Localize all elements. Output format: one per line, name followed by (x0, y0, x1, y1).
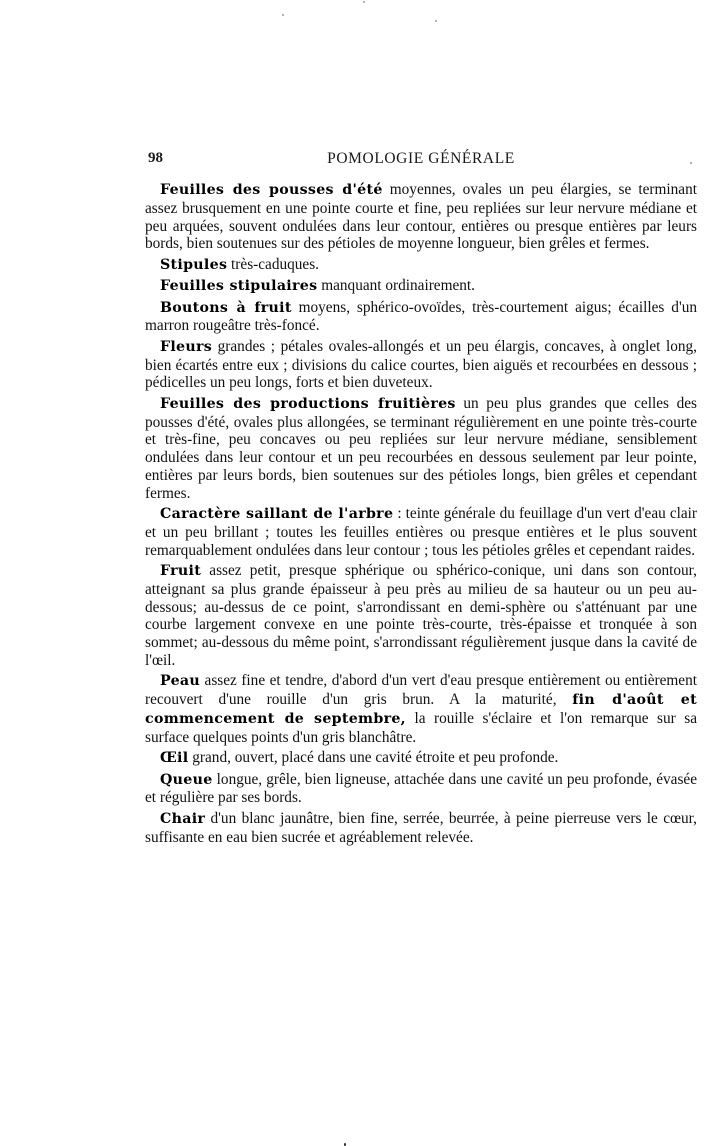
paragraph-skin (145, 672, 697, 746)
entry-term: Boutons à fruit (160, 299, 292, 316)
paragraph-flowers (145, 338, 697, 392)
entry-description: manquant ordinairement. (317, 277, 475, 295)
entry-term: Feuilles des pousses d'été (160, 182, 383, 198)
entry-term: Fruit (160, 563, 202, 580)
entry-description: grandes ; pétales ovales-allongés et un peu élargis, concaves, à onglet long, bien écartés entre eux ; divisions du calice courtes, bien aiguës et recourbées en dessous ; pédicelles un peu longs, forts et bien duveteux. (145, 337, 697, 392)
scan-speck (282, 14, 284, 16)
scan-speck (435, 20, 437, 22)
entry-description: d'un blanc jaunâtre, bien fine, serrée, beurrée, à peine pierreuse vers le cœur, suffisante en eau bien sucrée et agréablement relevée. (145, 809, 697, 846)
entry-description: grand, ouvert, placé dans une cavité étroite et peu profonde. (188, 749, 559, 767)
entry-description: un peu plus grandes que celles des pousses d'été, ovales plus allongées, se terminant régulièrement en une pointe très-courte et très-fine, peu concaves ou peu repliées sur leur nervure médiane, sensiblement ondulées dans leur contour et un peu recourbées en dessous seulement par leur pointe, entières par leurs bords, bien soutenues sur des pétioles longs, bien grêles et cependant fermes. (145, 394, 697, 502)
paragraph-stipules (145, 256, 697, 275)
entry-term: Caractère saillant de l'arbre (160, 506, 394, 523)
scan-speck (690, 162, 692, 164)
entry-term: Feuilles des productions fruitières (160, 395, 456, 412)
entry-term: Peau (160, 673, 201, 690)
entry-description: moyens, sphérico-ovoïdes, très-courtement aigus; écailles d'un marron rougeâtre très-foncé. (145, 298, 697, 335)
paragraph-summer-shoot-leaves (145, 181, 697, 253)
entry-term: Feuilles stipulaires (160, 278, 318, 295)
entry-term: Œil (160, 750, 189, 767)
entry-description: : teinte générale du feuillage d'un vert d'eau clair et un peu brillant ; toutes les feuilles entières ou presque entières et le plus souvent remarquablement ondulées dans leur contour ; tous les pétioles grêles et cependant raides. (145, 505, 697, 559)
entry-term: Stipules (160, 256, 228, 273)
entry-description: très-caduques. (227, 255, 319, 273)
entry-description: assez petit, presque sphérique ou sphérico-conique, uni dans son contour, atteignant sa plus grande épaisseur à peu près au milieu de sa hauteur ou un peu au-dessous; au-dessus de ce point, s'arrondissant en demi-sphère ou s'atténuant par une courbe largement convexe en une pointe très-courte, très-épaisse et tronquée à son sommet; au-dessous du même point, s'arrondissant régulièrement jusque dans la cavité de l'œil. (145, 562, 697, 670)
entry-description: assez fine et tendre, d'abord d'un vert d'eau presque entièrement ou entièrement recouvert d'une rouille d'un gris brun. A la maturité, (145, 672, 697, 709)
running-head (145, 150, 697, 172)
entry-term: Chair (160, 810, 206, 827)
paragraph-stalk (145, 771, 697, 808)
ripening-period: fin d'août et commencement de septembre, (145, 692, 697, 728)
paragraph-tree-character (145, 505, 697, 559)
entry-term: Fleurs (160, 338, 213, 355)
paragraph-stipular-leaves (145, 277, 697, 296)
body-text (145, 181, 697, 849)
running-title: POMOLOGIE GÉNÉRALE (327, 150, 515, 167)
page-number: 98 (148, 150, 163, 166)
paragraph-eye (145, 749, 697, 768)
paragraph-fruit (145, 562, 697, 670)
paragraph-flesh (145, 810, 697, 847)
entry-description: moyennes, ovales un peu élargies, se terminant assez brusquement en une pointe courte et fine, peu repliées sur leur nervure médiane et peu arquées, souvent ondulées dans leur contour, entières ou presque entières par leurs bords, bien soutenues sur des pétioles de moyenne longueur, bien grêles et fermes. (145, 181, 697, 253)
scan-speck (363, 1, 365, 3)
paragraph-fruiting-leaves (145, 395, 697, 503)
entry-description: longue, grêle, bien ligneuse, attachée dans une cavité un peu profonde, évasée et régulière par ses bords. (145, 770, 697, 807)
entry-description-continued: la rouille s'éclaire et l'on remarque sur sa surface quelques points d'un gris blanchâtre. (145, 710, 697, 746)
entry-term: Queue (160, 771, 213, 788)
paragraph-fruit-buds (145, 299, 697, 336)
